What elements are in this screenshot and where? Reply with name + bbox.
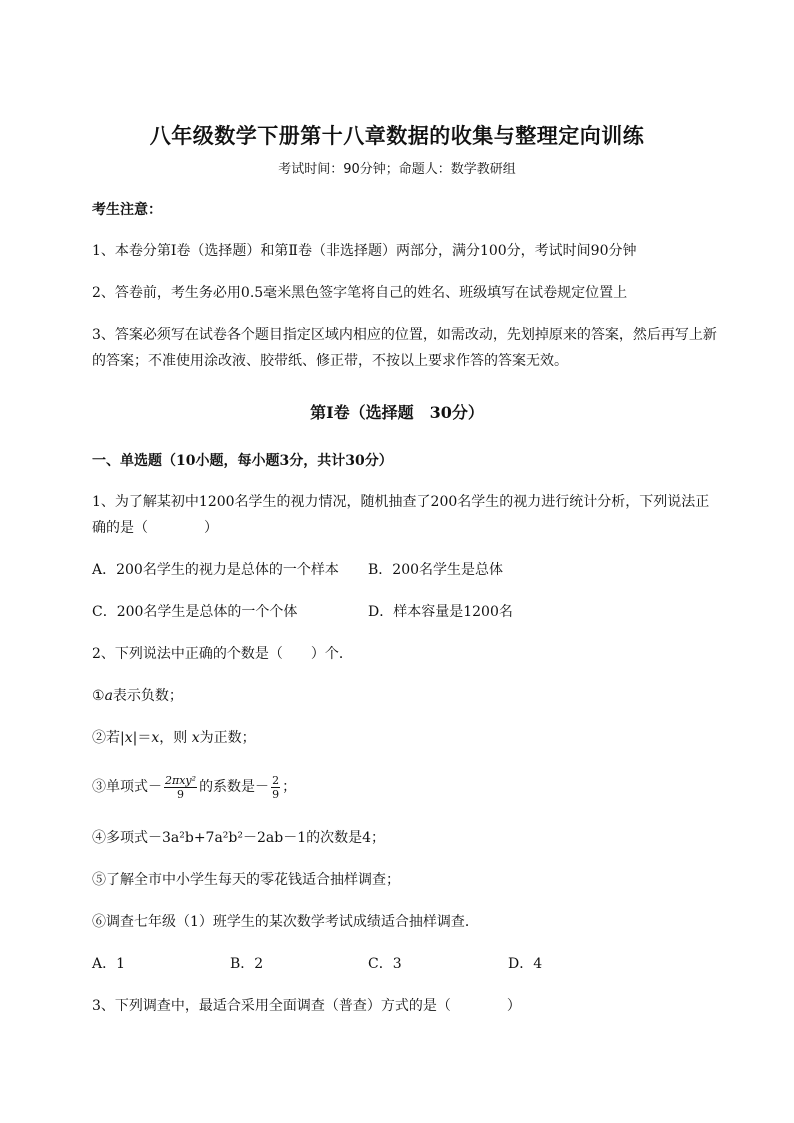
q1-option-d: D．样本容量是1200名: [368, 604, 513, 620]
q1-option-b: B．200名学生是总体: [368, 562, 504, 578]
q2-statement-4: ④多项式－3a²b+7a²b²－2ab－1的次数是4；: [92, 830, 386, 846]
q2-statement-2: [92, 728, 256, 748]
notice-item-1: 1、本卷分第Ⅰ卷（选择题）和第Ⅱ卷（非选择题）两部分，满分100分，考试时间90分钟: [92, 243, 637, 259]
q2-statement-5: ⑤了解全市中小学生每天的零花钱适合抽样调查；: [92, 872, 400, 888]
q1-option-a: A．200名学生的视力是总体的一个样本: [92, 562, 339, 578]
monomial-fraction: [164, 774, 197, 801]
statement-text: |＝: [132, 730, 152, 746]
statement-text: 的系数是－: [199, 779, 270, 795]
statement-text: 表示负数；: [112, 688, 183, 704]
notice-item-3-cont: 的答案；不准使用涂改液、胶带纸、修正带，不按以上要求作答的答案无效。: [92, 353, 568, 369]
statement-text: ，则: [159, 730, 192, 746]
variable: a: [104, 688, 113, 704]
variable: x: [191, 730, 200, 746]
page-title: 八年级数学下册第十八章数据的收集与整理定向训练: [149, 123, 645, 148]
fraction-numerator: 2: [272, 773, 280, 787]
q2-statement-1: [92, 686, 183, 706]
statement-text: 为正数；: [199, 730, 256, 746]
q1-stem-line2: 确的是（ ）: [92, 520, 218, 536]
coefficient-fraction: [271, 774, 280, 801]
q2-option-c: C．3: [368, 956, 402, 972]
exam-info: 考试时间：90分钟；命题人：数学教研组: [278, 162, 516, 177]
statement-text: ②若|: [92, 730, 125, 746]
q3-stem: 3、下列调查中，最适合采用全面调查（普查）方式的是（ ）: [92, 998, 521, 1014]
notice-item-3: 3、答案必须写在试卷各个题目指定区域内相应的位置，如需改动，先划掉原来的答案，然后再写上新: [92, 327, 717, 343]
q2-statement-6: ⑥调查七年级（1）班学生的某次数学考试成绩适合抽样调查．: [92, 914, 479, 930]
variable: x: [151, 730, 160, 746]
q2-option-d: D．4: [508, 956, 543, 972]
fraction-numerator: 2πxy²: [165, 773, 197, 787]
q1-stem-line1: 1、为了解某初中1200名学生的视力情况，随机抽查了200名学生的视力进行统计分析，下列说法正: [92, 494, 710, 510]
q2-statement-3: [92, 770, 296, 804]
part-heading: 一、单选题（10小题，每小题3分，共计30分）: [92, 453, 393, 469]
statement-text: ③单项式－: [92, 779, 162, 795]
section-title: 第Ⅰ卷（选择题 30分）: [310, 403, 484, 422]
notice-item-2: 2、答卷前，考生务必用0.5毫米黑色签字笔将自己的姓名、班级填写在试卷规定位置上: [92, 285, 628, 301]
fraction-denominator: 9: [177, 787, 185, 801]
statement-marker: ①: [92, 688, 105, 704]
notice-heading: 考生注意：: [92, 202, 162, 218]
q2-option-a: A．1: [92, 956, 126, 972]
q1-option-c: C．200名学生是总体的一个个体: [92, 604, 298, 620]
variable: x: [124, 730, 133, 746]
fraction-denominator: 9: [272, 787, 280, 801]
q2-stem: 2、下列说法中正确的个数是（ ）个．: [92, 646, 353, 662]
statement-text: ；: [282, 779, 297, 795]
q2-option-b: B．2: [230, 956, 264, 972]
